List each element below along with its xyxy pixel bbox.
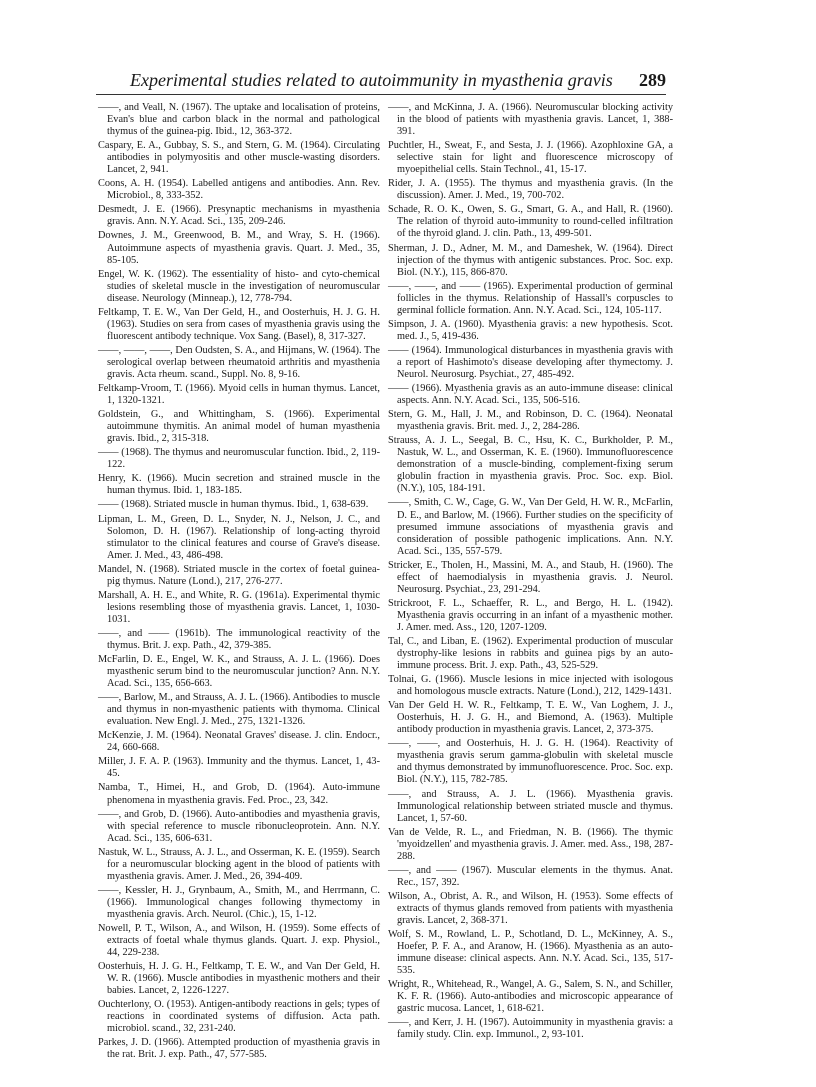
reference-entry: Marshall, A. H. E., and White, R. G. (1961a). Experimental thymic lesions resembling those of myasthenia gravis. Lancet, 1, 1030-1031. (98, 589, 380, 625)
reference-entry: Feltkamp, T. E. W., Van Der Geld, H., and Oosterhuis, H. J. G. H. (1963). Studies on sera from cases of myasthenia gravis using the fluorescent antibody technique. Vox Sang. (Basel), 8, 317-327. (98, 306, 380, 342)
reference-entry: ——, Smith, C. W., Cage, G. W., Van Der Geld, H. W. R., McFarlin, D. E., and Barlow, M. (1966). Further studies on the specificity of presumed immune associations of myasthenia gravis and consideration of possible pathogenic implications. Ann. N.Y. Acad. Sci., 135, 557-579. (388, 497, 673, 557)
reference-entry: ——, ——, and —— (1965). Experimental production of germinal follicles in the thymus. Relationship of Hassall's corpuscles to germinal follicle formation. Ann. N.Y. Acad. Sci., 124, 105-117. (388, 280, 673, 316)
reference-entry: Van Der Geld H. W. R., Feltkamp, T. E. W., Van Loghem, J. J., Oosterhuis, H. J. G. H., and Biemond, A. (1963). Multiple antibody production in myasthenia gravis. Lancet, 2, 373-375. (388, 700, 673, 736)
reference-entry: Lipman, L. M., Green, D. L., Snyder, N. J., Nelson, J. C., and Solomon, D. H. (1967). Relationship of long-acting thyroid stimulator to the clinical features and course of Grave's disease. Amer. J. Med., 43, 486-498. (98, 513, 380, 561)
reference-entry: ——, ——, ——, Den Oudsten, S. A., and Hijmans, W. (1964). The serological overlap between rheumatoid arthritis and myasthenia gravis. Acta rheum. scand., Suppl. No. 8, 9-16. (98, 344, 380, 380)
reference-entry: Namba, T., Himei, H., and Grob, D. (1964). Auto-immune phenomena in myasthenia gravis. Fed. Proc., 23, 342. (98, 782, 380, 806)
reference-entry: ——, ——, and Oosterhuis, H. J. G. H. (1964). Reactivity of myasthenia gravis serum gamma-globulin with skeletal muscle and thymus demonstrated by immunofluorescence. Proc. Soc. exp. Biol. (N.Y.), 115, 782-785. (388, 738, 673, 786)
page-number: 289 (639, 70, 666, 90)
reference-entry: Goldstein, G., and Whittingham, S. (1966). Experimental autoimmune thymitis. An animal model of human myasthenia gravis. Ibid., 2, 315-318. (98, 409, 380, 445)
references-right-column (388, 102, 673, 1043)
reference-entry: McFarlin, D. E., Engel, W. K., and Strauss, A. J. L. (1966). Does myasthenic serum bind to the neuromuscular junction? Ann. N.Y. Acad. Sci., 135, 656-663. (98, 654, 380, 690)
reference-entry: Tal, C., and Liban, E. (1962). Experimental production of muscular dystrophy-like lesions in rabbits and guinea pigs by an auto-immune process. Brit. J. exp. Path., 43, 525-529. (388, 635, 673, 672)
running-title: Experimental studies related to autoimmunity in myasthenia gravis (130, 70, 613, 90)
reference-entry: Van de Velde, R. L., and Friedman, N. B. (1966). The thymic 'myoidzellen' and myasthenia gravis. J. Amer. med. Ass., 198, 287-288. (388, 826, 673, 862)
reference-entry: ——, and —— (1961b). The immunological reactivity of the thymus. Brit. J. exp. Path., 42, 379-385. (98, 627, 380, 651)
reference-entry: ——, and —— (1967). Muscular elements in the thymus. Anat. Rec., 157, 392. (388, 864, 673, 888)
reference-entry: ——, and Kerr, J. H. (1967). Autoimmunity in myasthenia gravis: a family study. Clin. exp. Immunol., 2, 93-101. (388, 1017, 673, 1041)
reference-entry: Puchtler, H., Sweat, F., and Sesta, J. J. (1966). Azophloxine GA, a selective stain for light and fluorescence microscopy of myoepithelial cells. Stain Technol., 41, 15-17. (388, 140, 673, 176)
reference-entry: Oosterhuis, H. J. G. H., Feltkamp, T. E. W., and Van Der Geld, H. W. R. (1966). Muscle antibodies in myasthenic mothers and their babies. Lancet, 2, 1226-1227. (98, 961, 380, 997)
reference-entry: Parkes, J. D. (1966). Attempted production of myasthenia gravis in the rat. Brit. J. exp. Path., 47, 577-585. (98, 1037, 380, 1061)
reference-entry: Feltkamp-Vroom, T. (1966). Myoid cells in human thymus. Lancet, 1, 1320-1321. (98, 383, 380, 407)
reference-entry: Rider, J. A. (1955). The thymus and myasthenia gravis. (In the discussion). Amer. J. Med., 19, 700-702. (388, 178, 673, 202)
reference-entry: ——, Barlow, M., and Strauss, A. J. L. (1966). Antibodies to muscle and thymus in non-myasthenic patients with thymoma. Clinical evaluation. New Engl. J. Med., 275, 1321-1326. (98, 692, 380, 728)
reference-entry: Mandel, N. (1968). Striated muscle in the cortex of foetal guinea-pig thymus. Nature (Lond.), 217, 276-277. (98, 563, 380, 587)
reference-entry: Henry, K. (1966). Mucin secretion and strained muscle in the human thymus. Ibid. 1, 183-185. (98, 473, 380, 497)
reference-entry: Stricker, E., Tholen, H., Massini, M. A., and Staub, H. (1960). The effect of haemodialysis in myasthenia gravis. J. Neurol. Neurosurg. Psychiat., 23, 291-294. (388, 559, 673, 595)
reference-entry: Nastuk, W. L., Strauss, A. J. L., and Osserman, K. E. (1959). Search for a neuromuscular blocking agent in the blood of patients with myasthenia gravis. Amer. J. Med., 26, 394-409. (98, 846, 380, 882)
reference-entry: Strickroot, F. L., Schaeffer, R. L., and Bergo, H. L. (1942). Myasthenia gravis occurring in an infant of a myasthenic mother. J. Amer. med. Ass., 120, 1207-1209. (388, 597, 673, 633)
reference-entry: Tolnai, G. (1966). Muscle lesions in mice injected with isologous and homologous muscle extracts. Nature (Lond.), 212, 1429-1431. (388, 674, 673, 698)
reference-entry: ——, and Strauss, A. J. L. (1966). Myasthenia gravis. Immunological relationship between striated muscle and thymus. Lancet, 1, 57-60. (388, 788, 673, 824)
reference-entry: ——, Kessler, H. J., Grynbaum, A., Smith, M., and Herrmann, C. (1966). Immunological changes following thymectomy in myasthenia gravis. Arch. Neurol. (Chic.), 15, 1-12. (98, 884, 380, 920)
reference-entry: Downes, J. M., Greenwood, B. M., and Wray, S. H. (1966). Autoimmune aspects of myasthenia gravis. Quart. J. Med., 35, 85-105. (98, 230, 380, 266)
reference-entry: Engel, W. K. (1962). The essentiality of histo- and cyto-chemical studies of skeletal muscle in the investigation of neuromuscular disease. Neurology (Minneap.), 12, 778-794. (98, 268, 380, 304)
reference-entry: —— (1966). Myasthenia gravis as an auto-immune disease: clinical aspects. Ann. N.Y. Acad. Sci., 135, 506-516. (388, 383, 673, 407)
reference-entry: Ouchterlony, O. (1953). Antigen-antibody reactions in gels; types of reactions in coordinated systems of diffusion. Acta path. microbiol. scand., 32, 231-240. (98, 999, 380, 1035)
reference-entry: Wilson, A., Obrist, A. R., and Wilson, H. (1953). Some effects of extracts of thymus glands removed from patients with myasthenia gravis. Lancet, 2, 368-371. (388, 890, 673, 926)
reference-entry: Stern, G. M., Hall, J. M., and Robinson, D. C. (1964). Neonatal myasthenia gravis. Brit. med. J., 2, 284-286. (388, 409, 673, 433)
reference-entry: —— (1968). Striated muscle in human thymus. Ibid., 1, 638-639. (98, 499, 369, 511)
reference-entry: ——, and Veall, N. (1967). The uptake and localisation of proteins, Evan's blue and carbon black in the normal and pathological thymus of the guinea-pig. Ibid., 12, 363-372. (98, 102, 380, 138)
reference-entry: ——, and McKinna, J. A. (1966). Neuromuscular blocking activity in the blood of patients with myasthenia gravis. Lancet, 1, 388-391. (388, 102, 673, 138)
reference-entry: McKenzie, J. M. (1964). Neonatal Graves' disease. J. clin. Endocr., 24, 660-668. (98, 730, 380, 754)
reference-entry: Coons, A. H. (1954). Labelled antigens and antibodies. Ann. Rev. Microbiol., 8, 333-352. (98, 178, 380, 202)
reference-entry: —— (1968). The thymus and neuromuscular function. Ibid., 2, 119-122. (98, 447, 380, 471)
header-rule (96, 94, 666, 95)
references-left-column (98, 102, 380, 1064)
reference-entry: Nowell, P. T., Wilson, A., and Wilson, H. (1959). Some effects of extracts of foetal whale thymus glands. Quart. J. exp. Physiol., 44, 229-238. (98, 923, 380, 959)
reference-entry: —— (1964). Immunological disturbances in myasthenia gravis with a report of Hashimoto's disease developing after thymectomy. J. Neurol. Neurosurg. Psychiat., 27, 485-492. (388, 344, 673, 380)
reference-entry: Simpson, J. A. (1960). Myasthenia gravis: a new hypothesis. Scot. med. J., 5, 419-436. (388, 318, 673, 342)
reference-entry: Miller, J. F. A. P. (1963). Immunity and the thymus. Lancet, 1, 43-45. (98, 756, 380, 780)
reference-entry: Strauss, A. J. L., Seegal, B. C., Hsu, K. C., Burkholder, P. M., Nastuk, W. L., and Osserman, K. E. (1960). Immunofluorescence demonstration of a muscle-binding, complement-fixing serum globulin fraction in myasthenia gravis. Proc. Soc. exp. Biol. (N.Y.), 105, 184-191. (388, 435, 673, 495)
reference-entry: Sherman, J. D., Adner, M. M., and Dameshek, W. (1964). Direct injection of the thymus with antigenic substances. Proc. Soc. exp. Biol. (N.Y.), 115, 866-870. (388, 242, 673, 278)
reference-entry: Schade, R. O. K., Owen, S. G., Smart, G. A., and Hall, R. (1960). The relation of thyroid auto-immunity to round-celled infiltration of the thyroid gland. J. clin. Path., 13, 499-501. (388, 204, 673, 240)
reference-entry: Desmedt, J. E. (1966). Presynaptic mechanisms in myasthenia gravis. Ann. N.Y. Acad. Sci., 135, 209-246. (98, 204, 380, 228)
reference-entry: ——, and Grob, D. (1966). Auto-antibodies and myasthenia gravis, with special reference to muscle ribonucleoprotein. Ann. N.Y. Acad. Sci., 135, 606-631. (98, 808, 380, 844)
reference-entry: Caspary, E. A., Gubbay, S. S., and Stern, G. M. (1964). Circulating antibodies in polymyositis and other muscle-wasting disorders. Lancet, 2, 941. (98, 140, 380, 176)
reference-entry: Wolf, S. M., Rowland, L. P., Schotland, D. L., McKinney, A. S., Hoefer, P. F. A., and Aranow, H. (1966). Myasthenia as an auto-immune disease: clinical aspects. Ann. N.Y. Acad. Sci., 135, 517-535. (388, 929, 673, 977)
reference-entry: Wright, R., Whitehead, R., Wangel, A. G., Salem, S. N., and Schiller, K. F. R. (1966). Auto-antibodies and microscopic appearance of gastric mucosa. Lancet, 1, 618-621. (388, 979, 673, 1015)
